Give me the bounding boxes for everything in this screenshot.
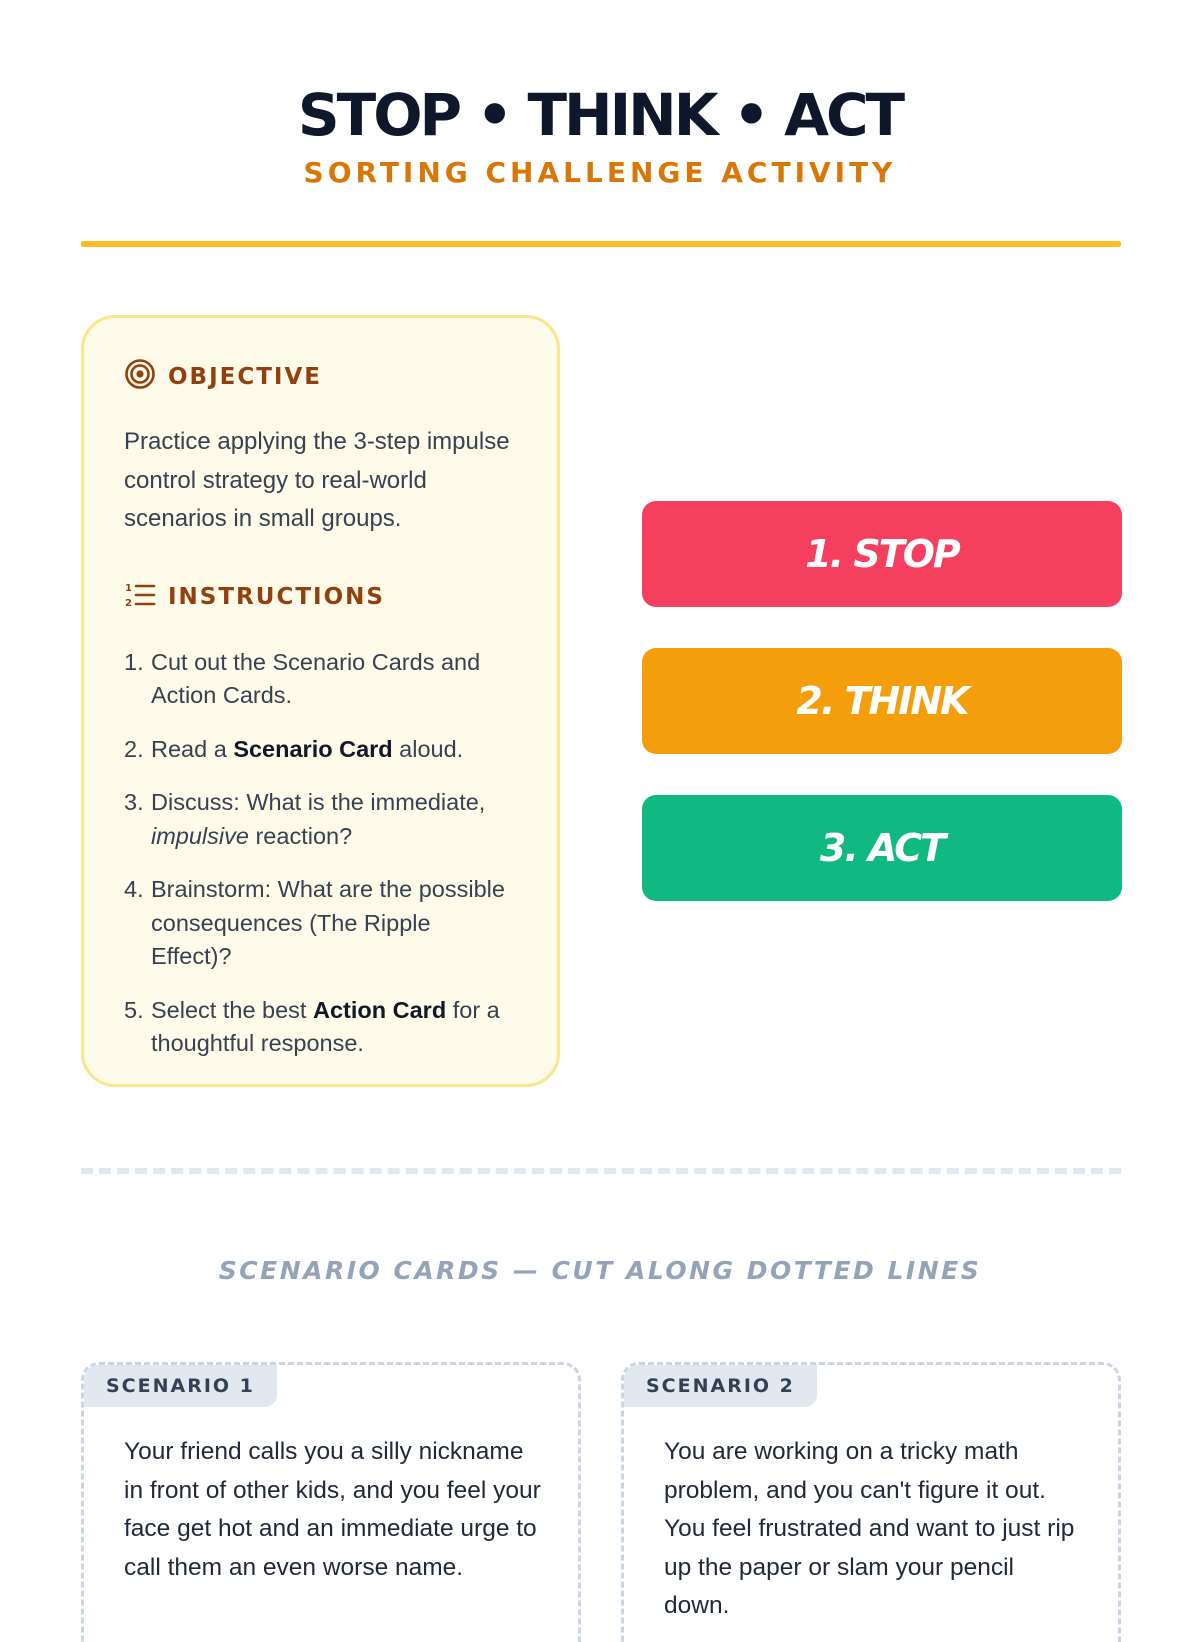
act-step-banner: 3. ACT: [642, 795, 1122, 901]
page-title: STOP • THINK • ACT: [297, 81, 903, 149]
scenario-card: [621, 1362, 1121, 1642]
instructions-heading: [124, 579, 517, 616]
emphasis-term: Action Card: [313, 996, 447, 1023]
instruction-step-number: 4.: [124, 876, 144, 902]
objective-instructions-panel: [81, 315, 560, 1087]
numbered-list-icon: [124, 579, 156, 616]
header-divider: [81, 241, 1121, 247]
scenario-card-text: Your friend calls you a silly nickname in front of other kids, and you feel your face get hot and an immediate urge to call them an even worse name.: [124, 1438, 541, 1581]
step-text-run: reaction?: [248, 822, 353, 849]
instruction-step: [124, 994, 517, 1061]
scenario-card-tag: SCENARIO 2: [624, 1365, 817, 1407]
svg-text:1: 1: [125, 582, 132, 594]
objective-text: Practice applying the 3-step impulse control strategy to real-world scenarios in small groups.: [124, 428, 510, 532]
step-text-run: Select the best: [151, 996, 313, 1023]
page-header: [0, 0, 1200, 189]
instruction-step-number: 3.: [124, 789, 144, 815]
instruction-step-text: [151, 873, 517, 974]
page-subtitle: SORTING CHALLENGE ACTIVITY: [303, 156, 897, 189]
cut-line-divider: [81, 1168, 1121, 1174]
instruction-step-number: 5.: [124, 996, 144, 1023]
emphasis-term: Scenario Card: [233, 735, 393, 762]
objective-heading-label: OBJECTIVE: [168, 363, 322, 390]
instructions-list: [124, 646, 517, 1061]
scenario-card-tag: SCENARIO 1: [84, 1365, 277, 1407]
target-icon: [124, 358, 156, 395]
step-text-run: Discuss: What is the immediate,: [151, 789, 486, 815]
instruction-step: [124, 646, 517, 713]
instruction-step: [124, 873, 517, 974]
step-text-run: aloud.: [392, 735, 464, 762]
objective-heading: [124, 358, 517, 395]
italic-term: impulsive: [151, 822, 249, 849]
think-step-banner: 2. THINK: [642, 648, 1122, 754]
instruction-step-text: [151, 733, 463, 767]
step-text-run: Brainstorm: What are the possible consequences (The Ripple Effect)?: [151, 876, 505, 969]
instruction-step-text: [151, 786, 517, 853]
step-text-run: Cut out the Scenario Cards and Action Cards.: [151, 648, 481, 708]
instruction-step-text: [151, 646, 517, 713]
instructions-heading-label: INSTRUCTIONS: [168, 584, 385, 610]
step-text-run: for a thoughtful response.: [151, 996, 500, 1056]
instruction-step-number: 2.: [124, 735, 144, 762]
instruction-step-text: [151, 994, 517, 1061]
scenario-card-text: You are working on a tricky math problem, and you can't figure it out. You feel frustrated and want to just rip up the paper or slam your pencil down.: [664, 1438, 1075, 1619]
step-text-run: Read a: [151, 735, 234, 762]
instruction-step: [124, 733, 517, 767]
scenario-card: [81, 1362, 581, 1642]
scenario-section-label: SCENARIO CARDS — CUT ALONG DOTTED LINES: [218, 1256, 982, 1285]
svg-text:2: 2: [125, 597, 132, 609]
instruction-step: [124, 786, 517, 853]
instruction-step-number: 1.: [124, 648, 144, 675]
stop-step-banner: 1. STOP: [642, 501, 1122, 607]
